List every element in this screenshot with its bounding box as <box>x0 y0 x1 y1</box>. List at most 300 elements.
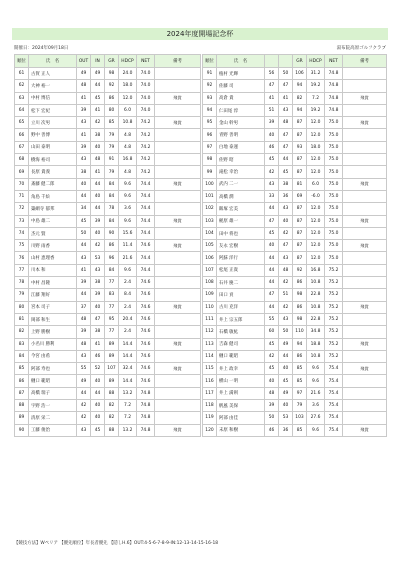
cell-gross: 85 <box>105 117 119 129</box>
table-row <box>15 252 201 264</box>
cell-hdcp: 2.4 <box>119 277 137 289</box>
table-row <box>203 387 387 399</box>
cell-net: 75.0 <box>325 190 343 202</box>
cell-out: 49 <box>77 375 91 387</box>
cell-rank: 101 <box>203 190 217 202</box>
table-row <box>15 227 201 239</box>
col-header-in: IN <box>91 55 105 68</box>
cell-net: 75.0 <box>325 154 343 166</box>
cell-note <box>155 313 201 325</box>
cell-name: 立川 次男 <box>29 117 77 129</box>
table-row <box>15 326 201 338</box>
table-row <box>203 104 387 116</box>
cell-name: 阿部 寿也 <box>29 363 77 375</box>
cell-note: 飛賞 <box>155 215 201 227</box>
table-row <box>15 154 201 166</box>
cell-name: 山田 泰明 <box>29 141 77 153</box>
cell-name: 井上 宗五郎 <box>217 313 265 325</box>
cell-in: 38 <box>91 326 105 338</box>
cell-name: 井上 満則 <box>217 387 265 399</box>
cell-rank: 72 <box>15 203 29 215</box>
cell-hdcp: 12.0 <box>307 227 325 239</box>
cell-in: 38 <box>91 277 105 289</box>
cell-hdcp: 20.4 <box>119 313 137 325</box>
cell-out: 60 <box>265 326 279 338</box>
cell-out: 43 <box>77 252 91 264</box>
cell-gross: 87 <box>293 240 307 252</box>
cell-in: 42 <box>91 117 105 129</box>
cell-rank: 71 <box>15 190 29 202</box>
table-row <box>203 289 387 301</box>
cell-gross: 81 <box>293 178 307 190</box>
cell-out: 56 <box>265 68 279 80</box>
cell-hdcp: 9.6 <box>307 424 325 436</box>
cell-hdcp: 24.0 <box>119 68 137 80</box>
cell-gross: 77 <box>105 301 119 313</box>
table-row <box>15 178 201 190</box>
cell-net: 75.0 <box>325 129 343 141</box>
cell-out: 42 <box>77 400 91 412</box>
cell-note <box>155 412 201 424</box>
cell-in: 49 <box>279 387 293 399</box>
cell-out: 44 <box>265 203 279 215</box>
cell-note: 飛賞 <box>155 178 201 190</box>
club-name: 湯布院高原ゴルフクラブ <box>336 46 386 51</box>
cell-note <box>343 264 387 276</box>
cell-in: 40 <box>279 215 293 227</box>
cell-gross: 84 <box>105 190 119 202</box>
cell-in: 40 <box>91 227 105 239</box>
cell-hdcp: 22.8 <box>307 313 325 325</box>
cell-note <box>155 141 201 153</box>
cell-name: 高橋 瑞子 <box>29 387 77 399</box>
cell-note <box>155 190 201 202</box>
cell-gross: 94 <box>293 80 307 92</box>
cell-note <box>343 313 387 325</box>
cell-note <box>343 289 387 301</box>
cell-net: 74.0 <box>137 104 155 116</box>
cell-name: 杰元 賢 <box>29 227 77 239</box>
cell-hdcp: 9.6 <box>119 190 137 202</box>
cell-gross: 86 <box>293 301 307 313</box>
cell-net: 74.6 <box>137 313 155 325</box>
cell-net: 75.0 <box>325 215 343 227</box>
cell-gross: 69 <box>293 190 307 202</box>
table-row <box>15 104 201 116</box>
cell-name: 中村 博信 <box>29 92 77 104</box>
cell-hdcp: 9.6 <box>119 264 137 276</box>
cell-out: 43 <box>77 117 91 129</box>
cell-in: 45 <box>279 375 293 387</box>
cell-hdcp: 21.6 <box>307 387 325 399</box>
table-row <box>203 400 387 412</box>
cell-out: 47 <box>265 80 279 92</box>
cell-rank: 86 <box>15 375 29 387</box>
cell-hdcp: 10.8 <box>307 301 325 313</box>
cell-name: 青野 善明 <box>217 129 265 141</box>
cell-hdcp: -6.0 <box>307 190 325 202</box>
cell-note: 飛賞 <box>155 117 201 129</box>
cell-in: 53 <box>279 412 293 424</box>
cell-in: 40 <box>91 375 105 387</box>
cell-rank: 65 <box>15 117 29 129</box>
cell-note: 飛賞 <box>343 178 387 190</box>
cell-hdcp: 21.6 <box>119 252 137 264</box>
cell-hdcp: 22.8 <box>307 289 325 301</box>
cell-out: 43 <box>265 178 279 190</box>
cell-hdcp: 3.6 <box>307 400 325 412</box>
cell-name: 古賀 正人 <box>29 68 77 80</box>
cell-out: 47 <box>265 289 279 301</box>
cell-gross: 77 <box>105 277 119 289</box>
col-header-gross: GR <box>105 55 119 68</box>
cell-rank: 113 <box>203 338 217 350</box>
cell-note: 飛賞 <box>155 424 201 436</box>
cell-note: 飛賞 <box>343 424 387 436</box>
cell-note <box>343 350 387 362</box>
cell-note <box>343 227 387 239</box>
cell-name: 阿部 由佳 <box>217 412 265 424</box>
cell-net: 74.2 <box>137 166 155 178</box>
cell-note <box>343 190 387 202</box>
cell-rank: 100 <box>203 178 217 190</box>
cell-name: 佐野 昭 <box>217 154 265 166</box>
cell-name: 井上 政幸 <box>217 363 265 375</box>
cell-name: 岡部 和生 <box>29 313 77 325</box>
cell-hdcp: 12.0 <box>307 117 325 129</box>
cell-note <box>343 412 387 424</box>
cell-gross: 92 <box>293 264 307 276</box>
table-row <box>203 92 387 104</box>
cell-rank: 62 <box>15 80 29 92</box>
cell-note: 飛賞 <box>343 92 387 104</box>
cell-net: 74.6 <box>137 350 155 362</box>
cell-out: 43 <box>77 350 91 362</box>
cell-rank: 87 <box>15 387 29 399</box>
cell-out: 39 <box>265 400 279 412</box>
table-row <box>15 215 201 227</box>
cell-name: 吉森 健司 <box>217 338 265 350</box>
cell-note <box>343 277 387 289</box>
cell-rank: 112 <box>203 326 217 338</box>
cell-in: 43 <box>91 264 105 276</box>
cell-name: 横山 一明 <box>217 375 265 387</box>
cell-hdcp: 10.8 <box>307 350 325 362</box>
cell-note: 飛賞 <box>155 338 201 350</box>
cell-out: 42 <box>265 350 279 362</box>
cell-out: 44 <box>77 387 91 399</box>
cell-gross: 86 <box>105 240 119 252</box>
cell-gross: 87 <box>293 203 307 215</box>
cell-out: 39 <box>77 277 91 289</box>
cell-hdcp: 18.0 <box>307 141 325 153</box>
cell-out: 41 <box>77 264 91 276</box>
cell-note <box>343 104 387 116</box>
table-row <box>15 68 201 80</box>
cell-in: 36 <box>279 424 293 436</box>
cell-hdcp: 4.8 <box>119 166 137 178</box>
col-header-rank: 順位 <box>15 55 29 68</box>
cell-gross: 98 <box>293 289 307 301</box>
cell-gross: 78 <box>105 203 119 215</box>
cell-note <box>343 375 387 387</box>
cell-name: 松下 宏紀 <box>29 104 77 116</box>
cell-rank: 63 <box>15 92 29 104</box>
cell-note <box>343 252 387 264</box>
cell-out: 55 <box>265 313 279 325</box>
cell-out: 44 <box>265 264 279 276</box>
cell-rank: 73 <box>15 215 29 227</box>
table-row <box>203 141 387 153</box>
table-row <box>15 166 201 178</box>
cell-net: 75.2 <box>325 277 343 289</box>
cell-in: 45 <box>91 92 105 104</box>
cell-hdcp: 4.8 <box>119 129 137 141</box>
cell-net: 74.6 <box>137 240 155 252</box>
cell-net: 75.2 <box>325 289 343 301</box>
cell-gross: 98 <box>293 313 307 325</box>
cell-gross: 106 <box>293 68 307 80</box>
cell-note <box>155 129 201 141</box>
cell-hdcp: 18.0 <box>119 80 137 92</box>
cell-gross: 88 <box>105 424 119 436</box>
cell-hdcp: 10.8 <box>307 277 325 289</box>
cell-out: 41 <box>77 129 91 141</box>
cell-rank: 67 <box>15 141 29 153</box>
cell-in: 47 <box>279 240 293 252</box>
cell-note <box>155 104 201 116</box>
cell-gross: 87 <box>293 117 307 129</box>
cell-gross: 79 <box>105 141 119 153</box>
cell-hdcp: 19.2 <box>307 80 325 92</box>
cell-net: 75.4 <box>325 387 343 399</box>
cell-name: 古川 克洋 <box>217 301 265 313</box>
cell-name: 大神 裕一 <box>29 80 77 92</box>
cell-name: 石井 慶二 <box>217 277 265 289</box>
results-table-left <box>14 54 201 437</box>
cell-name: 田中 将也 <box>217 227 265 239</box>
cell-rank: 95 <box>203 117 217 129</box>
cell-gross: 87 <box>293 129 307 141</box>
cell-hdcp: 6.0 <box>119 104 137 116</box>
cell-net: 74.8 <box>325 104 343 116</box>
table-row <box>203 277 387 289</box>
cell-out: 40 <box>265 375 279 387</box>
cell-out: 50 <box>265 412 279 424</box>
cell-gross: 87 <box>293 252 307 264</box>
cell-name: 高橋 潤 <box>217 190 265 202</box>
cell-in: 47 <box>91 313 105 325</box>
cell-name: 中島 雄二 <box>29 215 77 227</box>
cell-name: 高倉 貴 <box>217 92 265 104</box>
cell-note: 飛賞 <box>343 363 387 375</box>
cell-net: 74.2 <box>137 141 155 153</box>
cell-name: 佐藤 司 <box>217 80 265 92</box>
cell-rank: 109 <box>203 289 217 301</box>
cell-gross: 110 <box>293 326 307 338</box>
cell-rank: 99 <box>203 166 217 178</box>
cell-out: 44 <box>265 301 279 313</box>
cell-in: 52 <box>91 363 105 375</box>
cell-note <box>155 289 201 301</box>
cell-note: 飛賞 <box>343 338 387 350</box>
cell-out: 50 <box>77 227 91 239</box>
cell-out: 38 <box>77 166 91 178</box>
cell-net: 74.2 <box>137 154 155 166</box>
cell-out: 45 <box>265 338 279 350</box>
cell-note: 飛賞 <box>343 240 387 252</box>
page-title: 2024年度開場記念杯 <box>12 28 388 40</box>
table-row <box>15 424 201 436</box>
cell-gross: 85 <box>293 363 307 375</box>
cell-out: 37 <box>77 301 91 313</box>
cell-note: 飛賞 <box>155 363 201 375</box>
cell-out: 48 <box>77 80 91 92</box>
cell-name: 樋口 範昭 <box>217 350 265 362</box>
cell-in: 47 <box>279 80 293 92</box>
cell-net: 74.8 <box>137 387 155 399</box>
col-header-hdcp: HDCP <box>119 55 137 68</box>
table-row <box>15 289 201 301</box>
cell-note <box>155 277 201 289</box>
cell-in: 36 <box>279 190 293 202</box>
cell-net: 75.0 <box>325 166 343 178</box>
cell-name: 長原 貴義 <box>29 166 77 178</box>
cell-hdcp: 18.8 <box>307 338 325 350</box>
cell-out: 40 <box>77 178 91 190</box>
cell-out: 45 <box>265 227 279 239</box>
cell-in: 48 <box>279 117 293 129</box>
cell-in: 44 <box>279 350 293 362</box>
cell-in: 39 <box>91 215 105 227</box>
cell-rank: 110 <box>203 301 217 313</box>
cell-gross: 96 <box>105 252 119 264</box>
cell-out: 42 <box>77 412 91 424</box>
cell-rank: 107 <box>203 264 217 276</box>
cell-net: 74.0 <box>137 92 155 104</box>
cell-rank: 75 <box>15 240 29 252</box>
cell-in: 41 <box>91 338 105 350</box>
cell-net: 74.2 <box>137 117 155 129</box>
cell-in: 48 <box>91 154 105 166</box>
cell-in: 41 <box>91 104 105 116</box>
table-row <box>203 240 387 252</box>
cell-hdcp: 12.0 <box>307 166 325 178</box>
cell-out: 43 <box>77 154 91 166</box>
table-row <box>15 117 201 129</box>
cell-gross: 87 <box>293 154 307 166</box>
cell-in: 47 <box>279 129 293 141</box>
cell-name: 友永 宏樹 <box>217 240 265 252</box>
cell-in: 38 <box>279 178 293 190</box>
cell-out: 41 <box>77 92 91 104</box>
cell-name: 樹海 裕司 <box>29 154 77 166</box>
cell-in: 44 <box>91 178 105 190</box>
cell-gross: 79 <box>293 400 307 412</box>
table-row <box>203 154 387 166</box>
cell-rank: 79 <box>15 289 29 301</box>
cell-in: 49 <box>91 68 105 80</box>
cell-hdcp: 14.4 <box>119 375 137 387</box>
cell-out: 33 <box>265 190 279 202</box>
cell-gross: 88 <box>105 387 119 399</box>
cell-rank: 81 <box>15 313 29 325</box>
results-table-right <box>202 54 387 437</box>
cell-in: 41 <box>91 166 105 178</box>
cell-gross: 84 <box>105 178 119 190</box>
cell-net: 75.4 <box>325 375 343 387</box>
cell-out: 48 <box>265 387 279 399</box>
cell-hdcp: 9.6 <box>119 178 137 190</box>
cell-gross: 103 <box>293 412 307 424</box>
cell-rank: 83 <box>15 338 29 350</box>
cell-hdcp: 12.0 <box>307 203 325 215</box>
cell-net: 75.4 <box>325 363 343 375</box>
table-row <box>15 412 201 424</box>
cell-note: 飛賞 <box>343 301 387 313</box>
cell-net: 74.4 <box>137 203 155 215</box>
cell-in: 44 <box>91 80 105 92</box>
cell-name: 斎藤 健二郎 <box>29 178 77 190</box>
cell-in: 51 <box>279 289 293 301</box>
cell-gross: 89 <box>105 375 119 387</box>
cell-hdcp: 14.4 <box>119 338 137 350</box>
cell-out: 46 <box>265 424 279 436</box>
cell-rank: 119 <box>203 412 217 424</box>
cell-note <box>155 166 201 178</box>
cell-rank: 88 <box>15 400 29 412</box>
table-row <box>15 80 201 92</box>
table-row <box>15 264 201 276</box>
cell-out: 39 <box>77 326 91 338</box>
cell-in: 43 <box>279 203 293 215</box>
cell-rank: 102 <box>203 203 217 215</box>
cell-name: 石橋 敏紘 <box>217 326 265 338</box>
cell-out: 46 <box>265 141 279 153</box>
cell-hdcp: 11.4 <box>119 240 137 252</box>
event-date: 開催日：2024年09月18日 <box>14 46 69 51</box>
cell-hdcp: 9.6 <box>307 375 325 387</box>
cell-note <box>343 203 387 215</box>
cell-in: 40 <box>279 400 293 412</box>
table-row <box>203 313 387 325</box>
cell-note <box>155 68 201 80</box>
cell-gross: 90 <box>105 227 119 239</box>
cell-gross: 77 <box>105 326 119 338</box>
col-header-note: 備考 <box>155 55 201 68</box>
cell-note <box>155 80 201 92</box>
cell-rank: 80 <box>15 301 29 313</box>
cell-name: 飯塚 宏美 <box>217 203 265 215</box>
cell-name: 白地 泰運 <box>217 141 265 153</box>
cell-in: 44 <box>279 154 293 166</box>
cell-note <box>343 166 387 178</box>
cell-in: 41 <box>279 92 293 104</box>
cell-hdcp: 12.0 <box>307 215 325 227</box>
cell-gross: 87 <box>293 227 307 239</box>
col-header-net: NET <box>137 55 155 68</box>
col-header-gross: GR <box>293 55 307 68</box>
cell-out: 39 <box>77 104 91 116</box>
cell-in: 39 <box>91 289 105 301</box>
cell-name: 江藤 翔好 <box>29 289 77 301</box>
table-row <box>15 387 201 399</box>
cell-gross: 82 <box>105 400 119 412</box>
cell-out: 55 <box>77 363 91 375</box>
table-row <box>15 141 201 153</box>
cell-hdcp: 32.4 <box>119 363 137 375</box>
cell-hdcp: 15.6 <box>119 227 137 239</box>
